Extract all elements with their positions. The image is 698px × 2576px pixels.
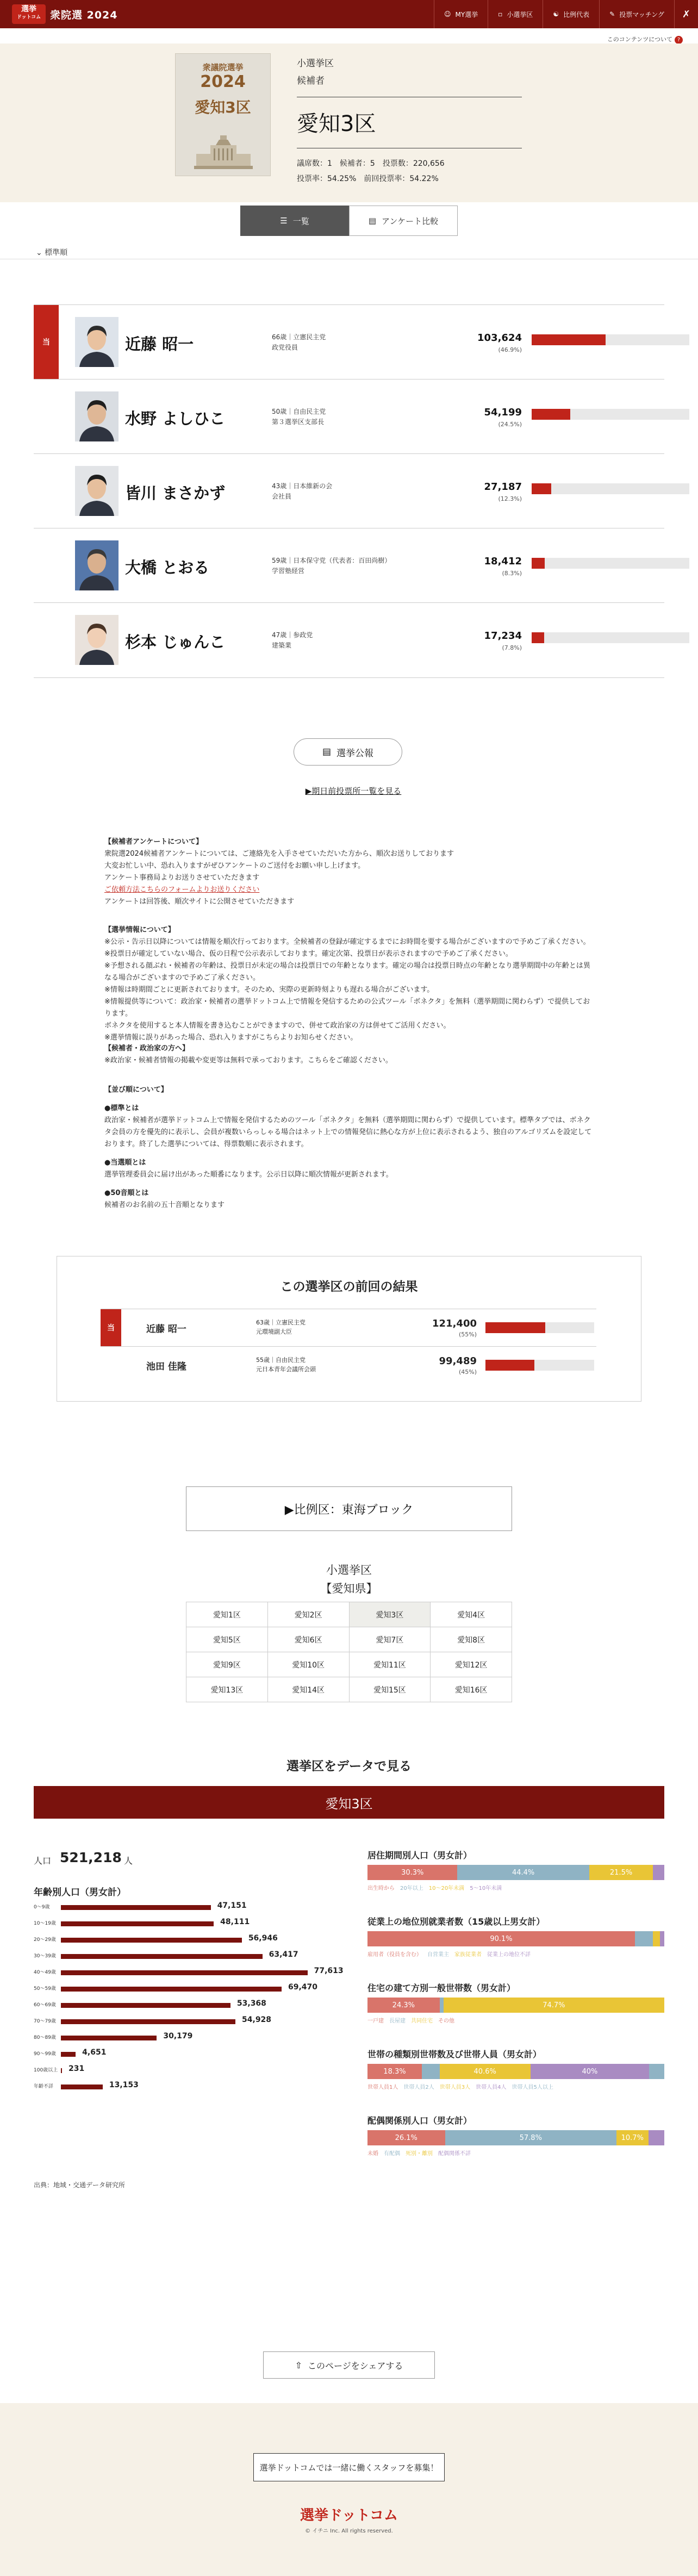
candidate-age-party: 43歳｜日本維新の会 <box>272 482 333 490</box>
legend-item: 自営業主 <box>427 1952 449 1958</box>
age-bar <box>61 2068 62 2073</box>
legend-item: 10〜20年未満 <box>428 1886 465 1891</box>
district-poster <box>175 53 271 176</box>
stack-segment <box>440 1998 444 2013</box>
stack-segment: 24.3% <box>367 1998 440 2013</box>
stacked-bar <box>367 2130 664 2145</box>
candidate-info <box>272 332 326 353</box>
age-value: 63,417 <box>269 1950 298 1959</box>
candidate-job: 政党役員 <box>272 344 298 351</box>
district-cell[interactable]: 愛知12区 <box>431 1652 512 1677</box>
district-kind: 小選挙区 <box>297 58 334 69</box>
header-nav <box>434 0 698 28</box>
vote-share-fill <box>532 632 544 643</box>
age-label: 10〜19歳 <box>34 1921 56 1926</box>
notes-candidates <box>104 1043 594 1067</box>
notes-line: ※投票日が確定していない場合、仮の日程で公示表示しております。確定次第、投票日が表示されますので予めご了承ください。 <box>104 950 513 958</box>
vote-share-bar <box>532 483 689 494</box>
age-value: 30,179 <box>163 2032 193 2040</box>
sort-label: 標準順 <box>45 248 68 257</box>
previous-age-party: 55歳｜自由民主党 <box>256 1357 306 1364</box>
question-icon: ? <box>675 36 683 44</box>
district-heading: 小選挙区 <box>326 1564 372 1577</box>
previous-candidate-info <box>256 1318 306 1336</box>
age-label: 20〜29歳 <box>34 1937 56 1943</box>
age-label: 70〜79歳 <box>34 2019 56 2024</box>
stack-segment: 26.1% <box>367 2130 445 2145</box>
candidate-name[interactable]: 杉本 じゅんこ <box>125 633 226 651</box>
vote-share-bar <box>532 558 689 569</box>
previous-candidate-info <box>256 1355 316 1374</box>
age-value: 231 <box>68 2064 85 2073</box>
age-row <box>34 2014 360 2027</box>
page-title: 愛知3区 <box>297 111 376 136</box>
district-cell[interactable]: 愛知9区 <box>186 1652 268 1677</box>
brand-title: 衆院選 2024 <box>50 9 118 21</box>
stack-segment: 40% <box>531 2064 649 2079</box>
candidate-photo <box>75 466 119 516</box>
stacked-bar <box>367 1931 664 1946</box>
district-cell[interactable]: 愛知13区 <box>186 1677 268 1702</box>
age-pyramid-title: 年齢別人口（男女計） <box>34 1887 126 1898</box>
notes-heading: 【候補者・政治家の方へ】 <box>104 1044 190 1053</box>
age-value: 4,651 <box>82 2048 107 2057</box>
age-row <box>34 1916 360 1929</box>
legend-item: 世帯人員2人 <box>403 2085 434 2090</box>
election-publicity-button[interactable] <box>294 738 402 766</box>
previous-share-fill <box>485 1322 545 1333</box>
previous-candidate-name: 近藤 昭一 <box>146 1324 186 1335</box>
previous-row <box>101 1309 596 1346</box>
candidate-votes: 54,199 <box>484 407 522 418</box>
stack-title: 世帯の種類別世帯数及び世帯人員（男女計） <box>367 2049 542 2059</box>
age-value: 13,153 <box>109 2081 139 2089</box>
age-bar <box>61 2052 76 2057</box>
copyright: © イチニ Inc. All rights reserved. <box>305 2528 393 2534</box>
previous-votes: 99,489 <box>439 1355 477 1367</box>
candidate-age-party: 47歳｜参政党 <box>272 631 313 639</box>
legend-item: 共同住宅 <box>411 2018 433 2024</box>
previous-votes: 121,400 <box>432 1318 477 1329</box>
stack-segment: 18.3% <box>367 2064 422 2079</box>
proportional-label: ▶比例区：東海ブロック <box>284 1503 414 1517</box>
district-cell[interactable]: 愛知5区 <box>186 1627 268 1652</box>
notes-line: 衆院選2024候補者アンケートについては、ご連絡先を入手させていただいた方から、順次お送りしております <box>104 850 454 858</box>
about-link-text: このコンテンツについて <box>607 36 672 43</box>
age-label: 年齢不詳 <box>34 2084 54 2089</box>
sort-dropdown[interactable] <box>36 247 67 258</box>
age-value: 77,613 <box>314 1967 344 1975</box>
candidate-vote-percent: (7.8%) <box>502 644 522 651</box>
district-cell[interactable]: 愛知1区 <box>186 1602 268 1627</box>
population-unit: 人 <box>124 1856 133 1866</box>
winner-badge: 当 <box>101 1309 121 1346</box>
stack-segment <box>635 1931 653 1946</box>
age-bar <box>61 1987 282 1992</box>
stack-segment: 90.1% <box>367 1931 635 1946</box>
notes-line: 大変お忙しい中、恐れ入りますがぜひアンケートのご送付をお願い申し上げます。 <box>104 862 365 870</box>
notes-heading: 【並び順について】 <box>104 1086 168 1094</box>
survey-form-link[interactable]: ご依頼方法こちらのフォームよりお送りください <box>104 886 260 894</box>
candidate-age-party: 66歳｜立憲民主党 <box>272 333 326 341</box>
stack-segment <box>649 2064 664 2079</box>
district-row <box>186 1627 512 1652</box>
footer <box>0 2403 698 2576</box>
district-cell[interactable]: 愛知11区 <box>349 1652 431 1677</box>
age-row <box>34 1900 360 1913</box>
button-label: 選挙公報 <box>336 748 374 759</box>
early-vote-link[interactable]: ▶期日前投票所一覧を見る <box>305 786 402 796</box>
legend-item: 有配偶 <box>384 2151 400 2157</box>
district-cell[interactable]: 愛知4区 <box>431 1602 512 1627</box>
about-link[interactable] <box>607 35 683 44</box>
previous-age-party: 63歳｜立憲民主党 <box>256 1319 306 1326</box>
nav-single-district[interactable] <box>488 0 543 28</box>
candidate-photo <box>75 615 119 665</box>
notes-subheading: ●標準とは <box>104 1104 139 1112</box>
notes-heading: 【選挙情報について】 <box>104 926 175 934</box>
previous-share-fill <box>485 1360 534 1371</box>
tab-label: アンケート比較 <box>382 216 439 226</box>
notes-survey <box>104 836 594 908</box>
divider <box>34 677 664 678</box>
handshake-icon: ✎ <box>609 10 615 18</box>
district-cell[interactable]: 愛知10区 <box>267 1652 349 1677</box>
notes-line: ボネクタを使用すると本人情報を書き込むことができますので、併せて政治家の方は併せてご活用ください。 <box>104 1022 451 1030</box>
tab-survey-compare[interactable] <box>349 206 458 236</box>
previous-candidate-name: 池田 佳隆 <box>146 1361 186 1372</box>
previous-job: 元日本青年会議所会頭 <box>256 1366 316 1373</box>
age-label: 100歳以上 <box>34 2068 58 2073</box>
age-value: 53,368 <box>236 1999 266 2008</box>
age-bar <box>61 2003 230 2008</box>
stack-segment: 30.3% <box>367 1865 457 1880</box>
legend-item: 従業上の地位不詳 <box>487 1952 531 1958</box>
previous-job: 元環境副大臣 <box>256 1328 292 1335</box>
candidate-row[interactable] <box>34 528 664 602</box>
candidate-info <box>272 556 391 576</box>
tab-label: 一覧 <box>292 216 309 226</box>
district-cell[interactable]: 愛知7区 <box>349 1627 431 1652</box>
data-section-title: 選挙区をデータで見る <box>286 1759 412 1774</box>
age-value: 47,151 <box>217 1901 247 1910</box>
vote-share-fill <box>532 334 606 345</box>
age-label: 0〜9歳 <box>34 1905 50 1910</box>
age-bar <box>61 1921 214 1926</box>
stack-legend <box>367 1950 531 1958</box>
candidate-job: 学習塾経営 <box>272 567 305 575</box>
legend-item: 出生時から <box>367 1886 395 1891</box>
candidate-name[interactable]: 水野 よしひこ <box>125 409 226 428</box>
legend-item: 世帯人員4人 <box>476 2085 507 2090</box>
candidate-row[interactable] <box>34 304 664 378</box>
stack-segment: 74.7% <box>444 1998 664 2013</box>
candidate-votes: 27,187 <box>484 481 522 493</box>
candidate-votes: 18,412 <box>484 556 522 567</box>
stack-title: 配偶関係別人口（男女計） <box>367 2115 472 2126</box>
candidate-info <box>272 630 313 651</box>
recruit-button[interactable]: 選挙ドットコムでは一緒に働くスタッフを募集！ <box>253 2453 445 2481</box>
age-bar <box>61 2036 157 2040</box>
legend-item: 長屋建 <box>389 2018 406 2024</box>
data-district-band: 愛知3区 <box>34 1786 664 1819</box>
notes-line: アンケートは回答後、順次サイトに公開させていただきます <box>104 898 295 906</box>
stack-title: 居住期間別人口（男女計） <box>367 1850 472 1861</box>
close-icon: ✗ <box>682 8 690 20</box>
candidate-photo <box>75 391 119 441</box>
legend-item: 家族従業者 <box>454 1952 482 1958</box>
share-icon: ⇧ <box>295 2360 303 2370</box>
legend-item: その他 <box>438 2018 454 2024</box>
notes-line: 候補者のお名前の五十音順となります <box>104 1201 225 1209</box>
stacked-bar <box>367 2064 664 2079</box>
group-icon: ☯ <box>553 10 559 18</box>
previous-share-bar <box>485 1322 594 1333</box>
legend-item: 一戸建 <box>367 2018 384 2024</box>
notes-line: ※選挙情報に誤りがあった場合、恐れ入りますがこちらよりお知らせください。 <box>104 1034 358 1042</box>
stack-segment <box>422 2064 440 2079</box>
candidate-vote-percent: (24.5%) <box>498 421 522 428</box>
legend-item: 世帯人員3人 <box>439 2085 471 2090</box>
stack-title: 住宅の建て方別一般世帯数（男女計） <box>367 1983 516 1993</box>
logo-subtext: ドットコム <box>16 15 41 20</box>
stack-segment: 21.5% <box>589 1865 653 1880</box>
nav-label: 投票マッチング <box>619 10 664 18</box>
age-row <box>34 1981 360 1994</box>
district-cell[interactable]: 愛知14区 <box>267 1677 349 1702</box>
age-row <box>34 2046 360 2059</box>
stack-segment: 10.7% <box>616 2130 648 2145</box>
map-icon: ▫ <box>498 10 503 18</box>
legend-item: 世帯人員1人 <box>367 2085 398 2090</box>
notes-line: ※情報は時期間ごとに更新されております。そのため、実際の更新時刻よりも遅れる場合がございます。 <box>104 986 434 994</box>
candidate-info <box>272 481 332 502</box>
age-bar <box>61 1954 263 1959</box>
district-row <box>186 1652 512 1677</box>
age-value: 69,470 <box>288 1983 318 1992</box>
age-row <box>34 1932 360 1945</box>
district-row <box>186 1677 512 1702</box>
notes-line: ※情報提供等について：政治家・候補者の選挙ドットコム上で情報を発信するための公式ツール「ボネクタ」を無料（選挙期間に関わらず）で提供しております。 <box>104 998 590 1018</box>
notes-order <box>104 1084 594 1211</box>
age-label: 30〜39歳 <box>34 1953 56 1959</box>
notes-subheading: ●50音順とは <box>104 1189 149 1197</box>
age-row <box>34 1949 360 1962</box>
data-source[interactable]: 出典：地域・交通データ研究所 <box>34 2181 126 2189</box>
age-row <box>34 2030 360 2043</box>
candidate-name[interactable]: 近藤 昭一 <box>125 335 194 353</box>
notes-line: ※公示・告示日以降については情報を順次行っております。全候補者の登録が確定するまでにお時間を要する場合がございますので予めご了承ください。 <box>104 938 590 946</box>
age-bar <box>61 1905 211 1910</box>
candidate-age-party: 59歳｜日本保守党（代表者：百田尚樹） <box>272 557 391 564</box>
nav-label: MY選挙 <box>455 10 478 18</box>
age-row <box>34 1998 360 2011</box>
notes-election <box>104 924 594 1044</box>
legend-item: 世帯人員5人以上 <box>512 2085 553 2090</box>
age-row <box>34 2063 360 2076</box>
population-label: 人口 <box>34 1856 52 1866</box>
age-bar <box>61 2019 235 2024</box>
notes-line: 選挙管理委員会に届け出があった順番になります。公示日以降に順次情報が更新されます。 <box>104 1171 393 1179</box>
candidate-job: 第３選挙区支部長 <box>272 418 325 426</box>
candidate-name[interactable]: 大橋 とおる <box>125 558 210 577</box>
stack-title: 従業上の地位別就業者数（15歳以上男女計） <box>367 1917 545 1927</box>
notes-line: アンケート事務局よりお送りさせていただきます <box>104 874 260 882</box>
age-row <box>34 2079 360 2092</box>
notes-subheading: ●当選順とは <box>104 1159 146 1167</box>
notes-line: 政治家・候補者が選挙ドットコム上で情報を発信するためのツール「ボネクタ」を無料（選挙期間に関わらず）で提供しています。標準タブでは、ボネクタ会員の方を優先的に表示し、会員が複数いらっしゃる場合はネット上での情報発信に熱心な方が上位に表示されるよう、独自のアルゴリズムを設定しております。終了した選挙については、得票数順に表示されます。 <box>104 1116 592 1148</box>
candidate-vote-percent: (12.3%) <box>498 495 522 502</box>
stack-segment: 44.4% <box>457 1865 589 1880</box>
district-cell[interactable]: 愛知15区 <box>349 1677 431 1702</box>
candidate-job: 会社員 <box>272 493 292 500</box>
candidate-row[interactable] <box>34 379 664 453</box>
previous-result-title: この選挙区の前回の結果 <box>280 1280 418 1294</box>
age-label: 80〜89歳 <box>34 2035 56 2040</box>
candidate-row[interactable] <box>34 453 664 527</box>
stacked-bar <box>367 1998 664 2013</box>
menu-close-button[interactable] <box>674 0 698 28</box>
candidate-votes: 17,234 <box>484 630 522 642</box>
vote-share-fill <box>532 409 570 420</box>
logo-text: 選挙 <box>21 5 36 14</box>
district-stats-1: 議席数：1 候補者：5 投票数：220,656 <box>297 159 445 168</box>
stack-segment: 40.6% <box>440 2064 531 2079</box>
age-value: 56,946 <box>248 1934 278 1943</box>
prefecture-heading: 【愛知県】 <box>320 1582 378 1595</box>
candidate-votes: 103,624 <box>477 332 522 344</box>
previous-percent: (55%) <box>458 1331 477 1338</box>
candidate-photo <box>75 540 119 590</box>
age-bar <box>61 1938 242 1943</box>
age-label: 60〜69歳 <box>34 2002 56 2008</box>
age-row <box>34 1965 360 1978</box>
candidate-photo <box>75 317 119 367</box>
legend-item: 死別・離別 <box>406 2151 433 2157</box>
previous-percent: (45%) <box>458 1368 477 1376</box>
newspaper-icon: ▤ <box>322 746 332 757</box>
stack-legend <box>367 2082 553 2090</box>
share-label: このページをシェアする <box>308 2360 403 2371</box>
district-cell[interactable]: 愛知2区 <box>267 1602 349 1627</box>
district-cell[interactable]: 愛知6区 <box>267 1627 349 1652</box>
district-table <box>186 1602 512 1702</box>
tab-list[interactable] <box>240 206 349 236</box>
stack-legend <box>367 2149 471 2157</box>
stack-segment <box>660 1931 664 1946</box>
winner-badge: 当 <box>34 305 59 379</box>
candidate-vote-percent: (8.3%) <box>502 570 522 577</box>
legend-item: 雇用者（役員を含む） <box>367 1952 422 1958</box>
vote-share-fill <box>532 483 551 494</box>
vote-share-bar <box>532 632 689 643</box>
age-label: 90〜99歳 <box>34 2051 56 2057</box>
proportional-block-link[interactable] <box>186 1486 512 1531</box>
candidate-info <box>272 407 326 427</box>
district-cell[interactable]: 愛知3区 <box>349 1602 431 1627</box>
document-icon: ▤ <box>368 216 377 226</box>
chevron-down-icon: ⌄ <box>36 248 42 257</box>
candidate-age-party: 50歳｜自由民主党 <box>272 408 326 415</box>
age-label: 50〜59歳 <box>34 1986 56 1992</box>
district-row <box>186 1602 512 1627</box>
stack-legend <box>367 2016 454 2024</box>
candidate-vote-percent: (46.9%) <box>498 346 522 353</box>
district-stats-2: 投票率：54.25% 前回投票率：54.22% <box>297 175 439 183</box>
stack-segment <box>653 1865 664 1880</box>
legend-item: 20年以上 <box>400 1886 423 1891</box>
district-sub: 候補者 <box>297 76 325 86</box>
candidate-job: 建築業 <box>272 642 292 649</box>
age-label: 40〜49歳 <box>34 1970 56 1975</box>
nav-label: 比例代表 <box>563 10 590 18</box>
site-logo[interactable] <box>12 4 46 24</box>
age-bar <box>61 2085 103 2089</box>
diet-building-icon <box>194 134 253 173</box>
poster-line3: 愛知3区 <box>195 98 251 116</box>
age-value: 54,928 <box>242 2015 272 2024</box>
stack-legend <box>367 1883 502 1891</box>
legend-item: 配偶関係不詳 <box>438 2151 471 2157</box>
population-value: 521,218 <box>60 1850 122 1865</box>
candidate-name[interactable]: 皆川 まさかず <box>125 484 226 502</box>
nav-vote-matching[interactable] <box>599 0 674 28</box>
previous-row <box>101 1346 596 1383</box>
share-button[interactable] <box>263 2351 435 2379</box>
district-cell[interactable]: 愛知16区 <box>431 1677 512 1702</box>
district-cell[interactable]: 愛知8区 <box>431 1627 512 1652</box>
poster-line2: 2024 <box>200 72 246 91</box>
nav-my-election[interactable] <box>434 0 488 28</box>
vote-share-fill <box>532 558 545 569</box>
legend-item: 未婚 <box>367 2151 378 2157</box>
nav-label: 小選挙区 <box>507 10 533 18</box>
notes-heading: 【候補者アンケートについて】 <box>104 838 203 846</box>
vote-share-bar <box>532 409 689 420</box>
candidate-row[interactable] <box>34 602 664 676</box>
previous-share-bar <box>485 1360 594 1371</box>
person-icon: ☺ <box>444 10 451 18</box>
age-value: 48,111 <box>220 1918 250 1926</box>
vote-share-bar <box>532 334 689 345</box>
stack-segment: 57.8% <box>445 2130 617 2145</box>
nav-proportional[interactable] <box>543 0 599 28</box>
notes-line: ※政治家・候補者情報の掲載や変更等は無料で承っております。こちらをご確認ください。 <box>104 1056 392 1065</box>
poster-line1: 衆議院選挙 <box>202 63 244 72</box>
stacked-bar <box>367 1865 664 1880</box>
footer-logo[interactable]: 選挙ドットコム <box>300 2507 398 2524</box>
stack-segment <box>649 2130 664 2145</box>
stack-segment <box>653 1931 660 1946</box>
age-bar <box>61 1970 308 1975</box>
notes-line: ※予想される顔ぶれ・候補者の年齢は、投票日が未定の場合は投票日での年齢となります。確定の場合は投票日時点の年齢となり選挙期間中の年齢とは異なる場合がございますので予めご了承ください。 <box>104 962 590 982</box>
list-icon: ☰ <box>280 216 288 226</box>
legend-item: 5〜10年未満 <box>470 1886 502 1891</box>
